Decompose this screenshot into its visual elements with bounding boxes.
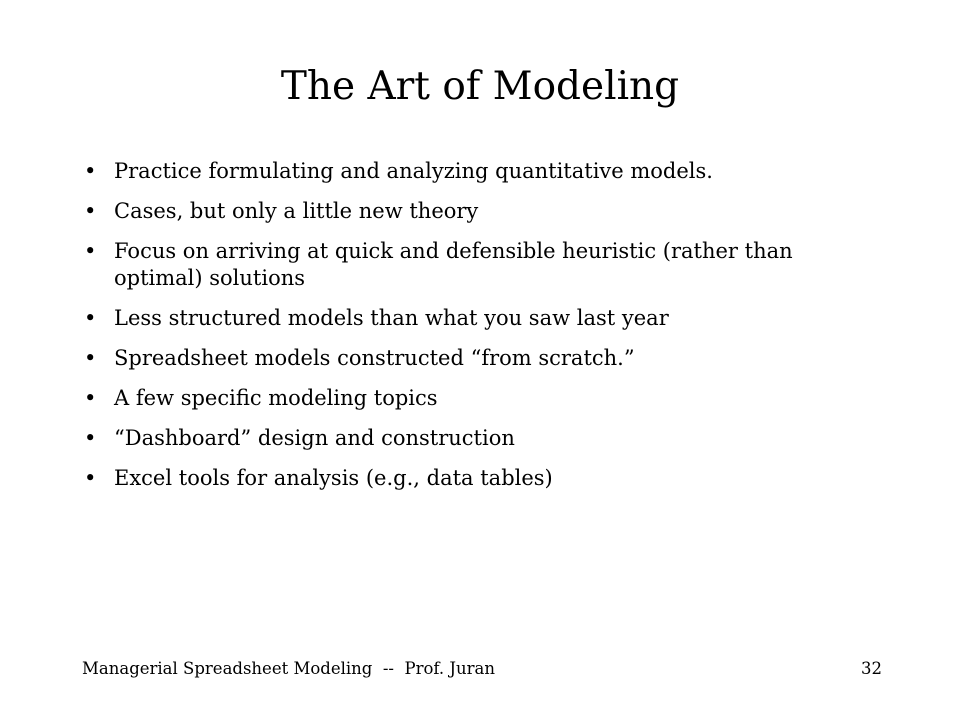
bullet-icon: • [84,159,97,183]
bullet-text: Cases, but only a little new theory [114,199,479,223]
bullet-icon: • [84,466,97,490]
bullet-icon: • [84,386,97,410]
bullet-icon: • [84,426,97,450]
page-number: 32 [861,659,882,678]
bullet-item [84,198,864,225]
bullet-item [84,385,864,412]
bullet-text: A few specific modeling topics [114,386,438,410]
bullet-item [84,465,864,492]
bullet-item [84,345,864,372]
bullet-list [84,158,864,505]
bullet-item [84,238,864,292]
bullet-text: Less structured models than what you saw last year [114,306,669,330]
bullet-item [84,425,864,452]
bullet-text: Excel tools for analysis (e.g., data tables) [114,466,553,490]
bullet-text: Practice formulating and analyzing quantitative models. [114,159,713,183]
bullet-icon: • [84,346,97,370]
bullet-icon: • [84,199,97,223]
footer-course-label: Managerial Spreadsheet Modeling -- Prof. Juran [82,659,496,678]
bullet-text: “Dashboard” design and construction [114,426,515,450]
bullet-item [84,305,864,332]
bullet-icon: • [84,239,97,263]
bullet-item [84,158,864,185]
slide-title: The Art of Modeling [280,64,680,109]
bullet-text: Focus on arriving at quick and defensible heuristic (rather than optimal) solutions [114,239,793,290]
bullet-icon: • [84,306,97,330]
bullet-text: Spreadsheet models constructed “from scratch.” [114,346,635,370]
